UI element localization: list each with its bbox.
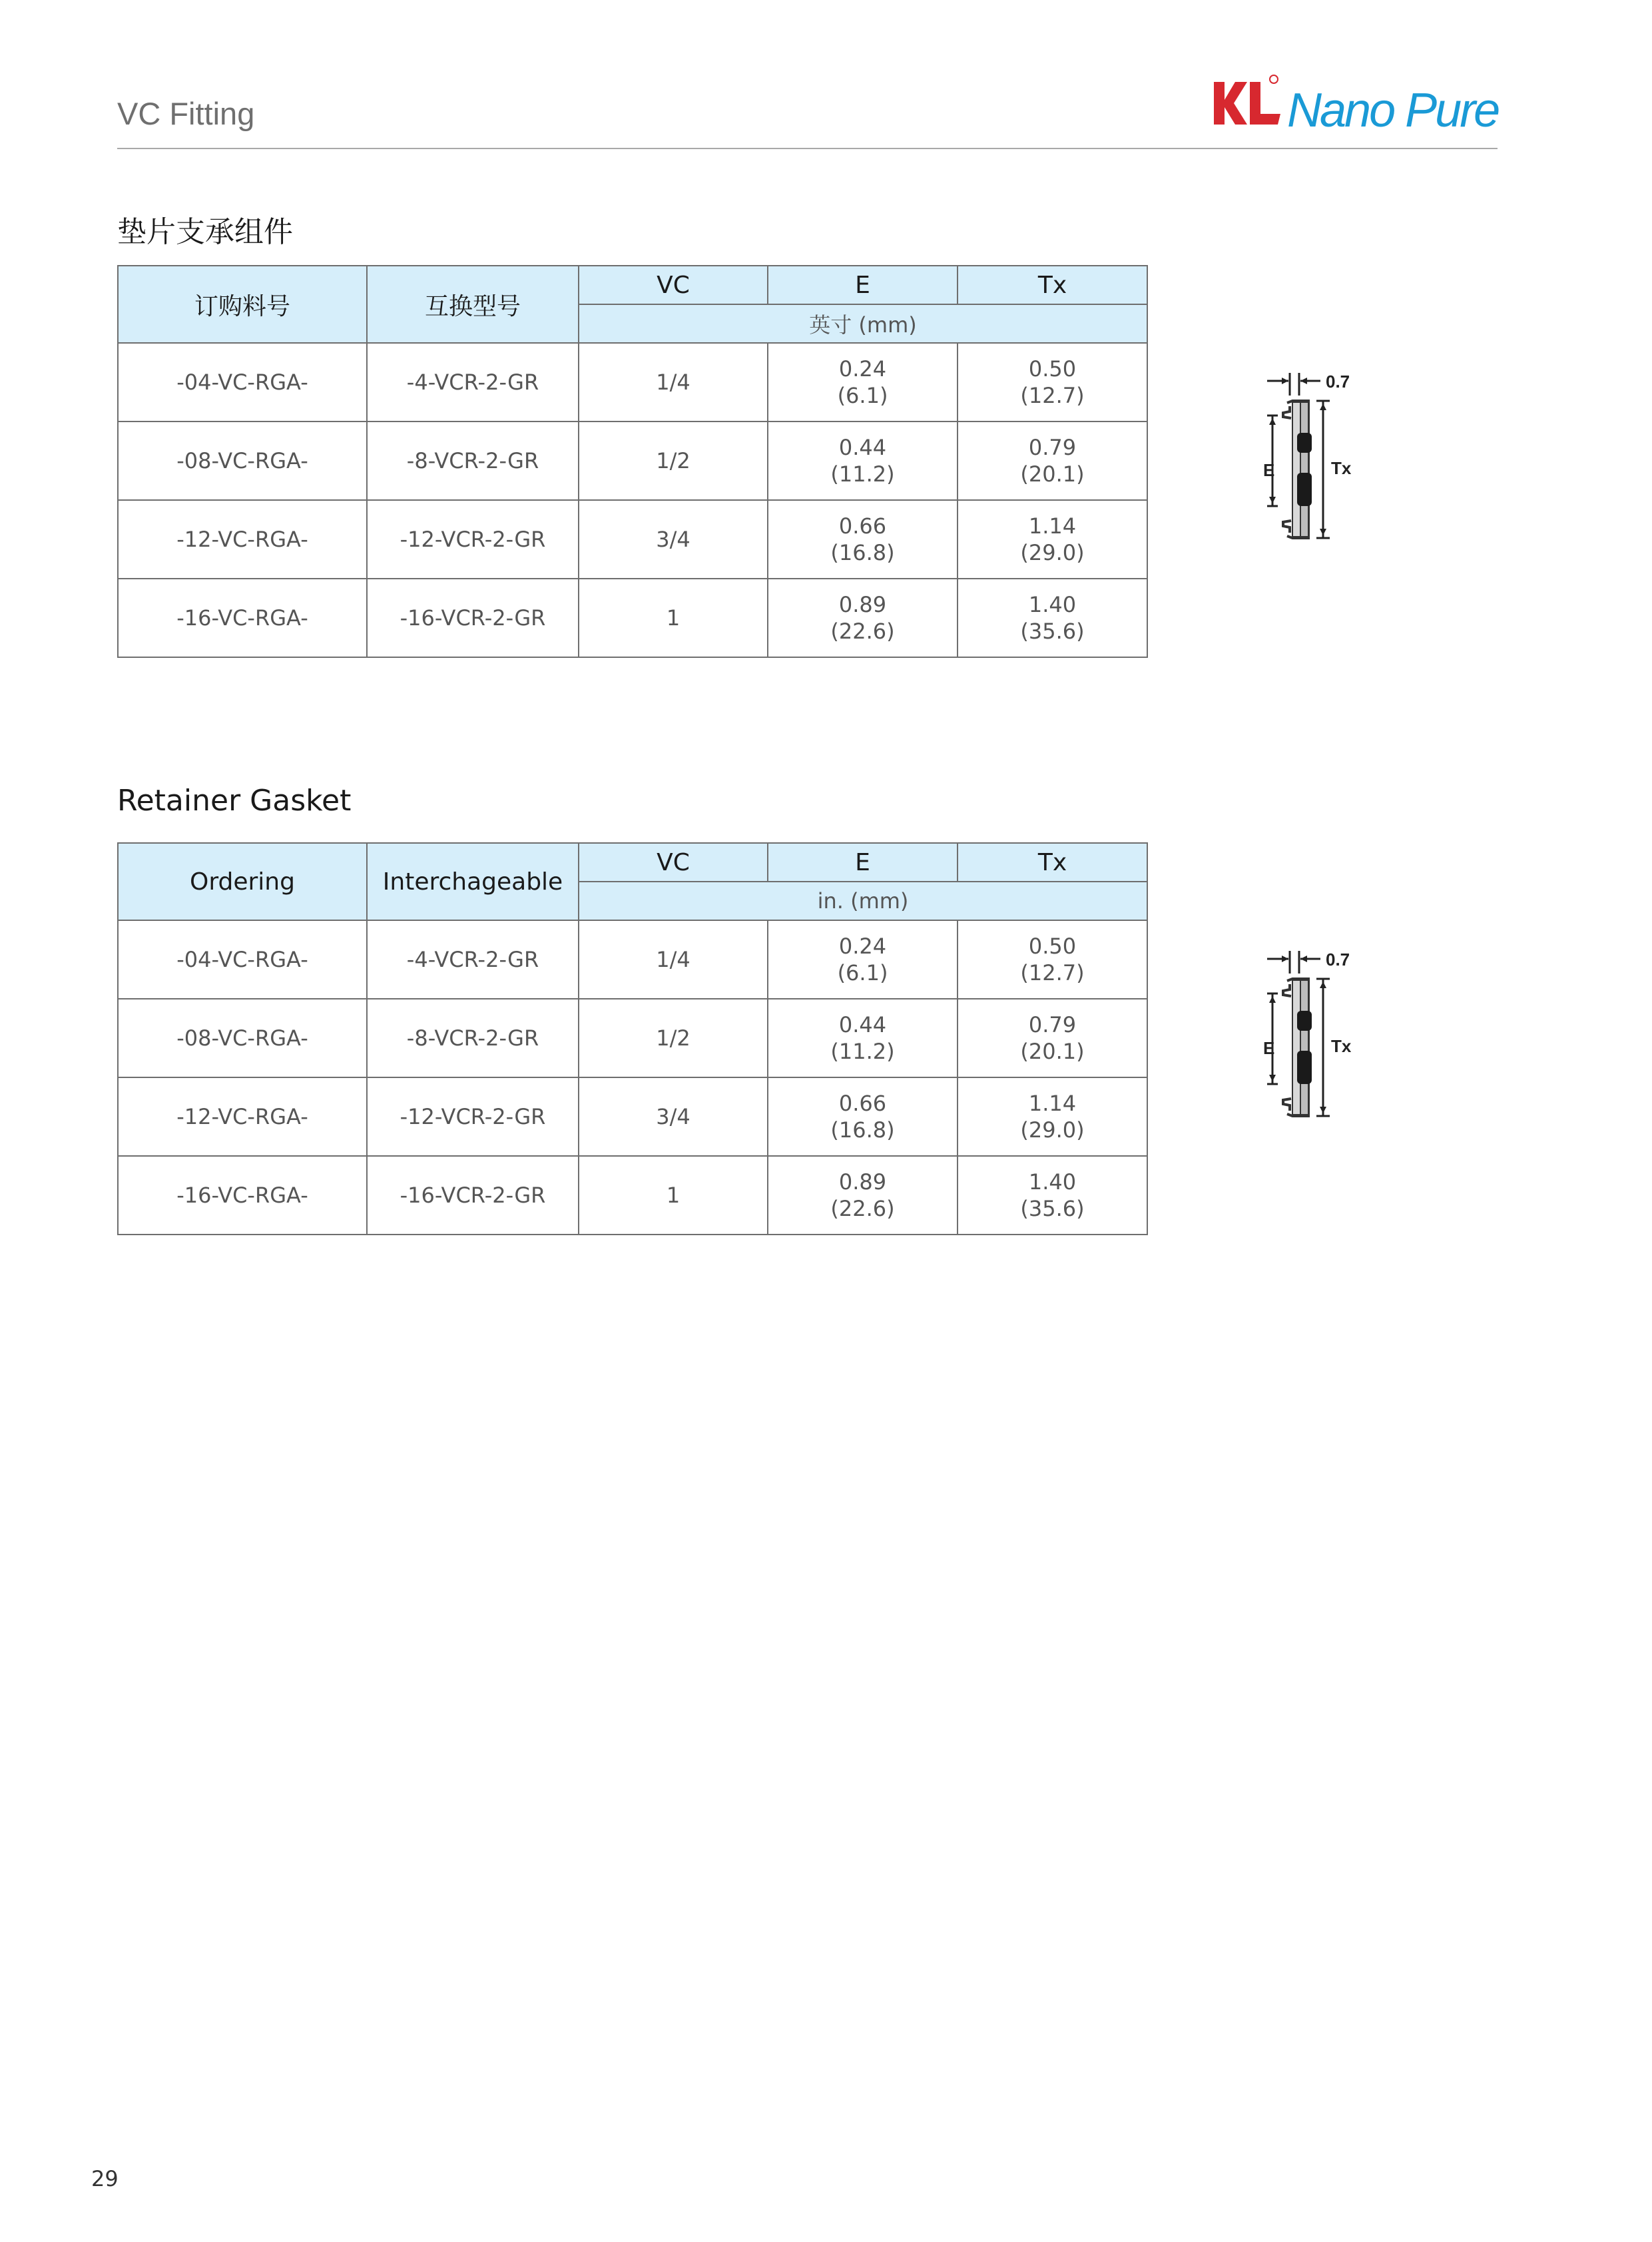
section-title-en: Retainer Gasket (117, 784, 352, 818)
cell-e (768, 1156, 958, 1235)
col-header-vc: VC (579, 266, 768, 304)
section-title-cn: 垫片支承组件 (117, 215, 293, 249)
col-header-vc: VC (579, 843, 768, 882)
cell-e (768, 343, 958, 421)
logo-wordmark: Nano Pure (1287, 84, 1499, 137)
spec-table-cn (117, 265, 1148, 658)
kl-logo-mark-icon (1209, 70, 1288, 137)
company-logo (1209, 70, 1502, 137)
cell-e-mm: (11.2) (830, 461, 895, 487)
page-number: 29 (91, 2166, 119, 2191)
col-header-tx: Tx (958, 843, 1147, 882)
cell-tx-inch: 0.79 (1028, 435, 1077, 460)
cell-tx-mm: (29.0) (1020, 540, 1085, 565)
spec-table-en (117, 842, 1148, 1235)
dim-label-tx: Tx (1331, 458, 1352, 478)
dim-label-tx: Tx (1331, 1036, 1352, 1056)
cell-ordering: -04-VC-RGA- (118, 920, 367, 999)
cell-tx-mm: (29.0) (1020, 1117, 1085, 1143)
cell-vc: 3/4 (579, 500, 768, 579)
cell-interchangeable: -8-VCR-2-GR (367, 999, 579, 1077)
col-header-interchangeable: Interchageable (367, 843, 579, 920)
cell-tx (958, 1156, 1147, 1235)
cell-e (768, 920, 958, 999)
gasket-diagram-2 (1260, 944, 1387, 1137)
table-row (118, 500, 1147, 579)
cell-e-inch: 0.24 (838, 356, 887, 382)
unit-header: 英寸 (mm) (579, 304, 1147, 343)
cell-tx-inch: 0.50 (1028, 356, 1077, 382)
cell-e (768, 579, 958, 657)
cell-tx-inch: 0.50 (1028, 934, 1077, 959)
cell-e-inch: 0.24 (838, 934, 887, 959)
cell-vc: 3/4 (579, 1077, 768, 1156)
dim-label-thickness: 0.7 (1326, 950, 1350, 970)
cell-interchangeable: -12-VCR-2-GR (367, 500, 579, 579)
gasket-profile-icon (1283, 979, 1312, 1116)
col-header-interchangeable: 互换型号 (367, 266, 579, 343)
cell-e-mm: (6.1) (837, 383, 888, 408)
table-row (118, 579, 1147, 657)
cell-tx (958, 579, 1147, 657)
cell-ordering: -16-VC-RGA- (118, 1156, 367, 1235)
dim-label-thickness: 0.7 (1326, 372, 1350, 392)
cell-tx-mm: (20.1) (1020, 1039, 1085, 1064)
cell-ordering: -12-VC-RGA- (118, 1077, 367, 1156)
cell-tx (958, 1077, 1147, 1156)
cell-e-mm: (16.8) (830, 1117, 895, 1143)
cell-tx-inch: 1.14 (1028, 1091, 1077, 1116)
cell-interchangeable: -4-VCR-2-GR (367, 343, 579, 421)
cell-e-mm: (11.2) (830, 1039, 895, 1064)
table-row (118, 1077, 1147, 1156)
unit-header: in. (mm) (579, 882, 1147, 920)
cell-ordering: -12-VC-RGA- (118, 500, 367, 579)
col-header-ordering: Ordering (118, 843, 367, 920)
cell-e-inch: 0.66 (838, 1091, 887, 1116)
cell-tx-mm: (35.6) (1020, 619, 1085, 644)
cell-vc: 1 (579, 579, 768, 657)
cell-vc: 1/2 (579, 421, 768, 500)
cell-vc: 1 (579, 1156, 768, 1235)
dim-label-e: E (1263, 1038, 1275, 1058)
gasket-diagram-1 (1260, 366, 1387, 559)
cell-tx-mm: (12.7) (1020, 383, 1085, 408)
cell-tx-inch: 1.14 (1028, 513, 1077, 539)
cell-tx-mm: (35.6) (1020, 1196, 1085, 1221)
cell-interchangeable: -12-VCR-2-GR (367, 1077, 579, 1156)
cell-vc: 1/4 (579, 343, 768, 421)
cell-e (768, 1077, 958, 1156)
cell-tx-mm: (20.1) (1020, 461, 1085, 487)
cell-e-inch: 0.89 (838, 1169, 887, 1195)
col-header-tx: Tx (958, 266, 1147, 304)
cell-e (768, 999, 958, 1077)
gasket-profile-icon (1283, 401, 1312, 538)
col-header-e: E (768, 843, 958, 882)
cell-tx-inch: 0.79 (1028, 1012, 1077, 1037)
cell-ordering: -08-VC-RGA- (118, 999, 367, 1077)
page-header-title: VC Fitting (117, 96, 255, 131)
cell-ordering: -04-VC-RGA- (118, 343, 367, 421)
cell-ordering: -08-VC-RGA- (118, 421, 367, 500)
cell-tx (958, 999, 1147, 1077)
cell-vc: 1/2 (579, 999, 768, 1077)
col-header-e: E (768, 266, 958, 304)
cell-tx (958, 343, 1147, 421)
table-row (118, 999, 1147, 1077)
cell-e-mm: (6.1) (837, 960, 888, 985)
cell-tx-inch: 1.40 (1028, 1169, 1077, 1195)
cell-e-inch: 0.66 (838, 513, 887, 539)
table-row (118, 421, 1147, 500)
cell-e-mm: (22.6) (830, 1196, 895, 1221)
cell-e-inch: 0.44 (838, 435, 887, 460)
cell-tx (958, 920, 1147, 999)
cell-vc: 1/4 (579, 920, 768, 999)
cell-e-inch: 0.89 (838, 592, 887, 617)
table-row (118, 343, 1147, 421)
dim-label-e: E (1263, 460, 1275, 480)
header-divider (117, 148, 1498, 149)
table-row (118, 920, 1147, 999)
cell-tx (958, 500, 1147, 579)
cell-interchangeable: -8-VCR-2-GR (367, 421, 579, 500)
col-header-ordering: 订购料号 (118, 266, 367, 343)
cell-interchangeable: -16-VCR-2-GR (367, 579, 579, 657)
table-row (118, 1156, 1147, 1235)
cell-tx-mm: (12.7) (1020, 960, 1085, 985)
cell-interchangeable: -16-VCR-2-GR (367, 1156, 579, 1235)
cell-e (768, 500, 958, 579)
cell-interchangeable: -4-VCR-2-GR (367, 920, 579, 999)
cell-e-mm: (22.6) (830, 619, 895, 644)
cell-e-inch: 0.44 (838, 1012, 887, 1037)
cell-e-mm: (16.8) (830, 540, 895, 565)
cell-tx (958, 421, 1147, 500)
cell-ordering: -16-VC-RGA- (118, 579, 367, 657)
cell-e (768, 421, 958, 500)
cell-tx-inch: 1.40 (1028, 592, 1077, 617)
